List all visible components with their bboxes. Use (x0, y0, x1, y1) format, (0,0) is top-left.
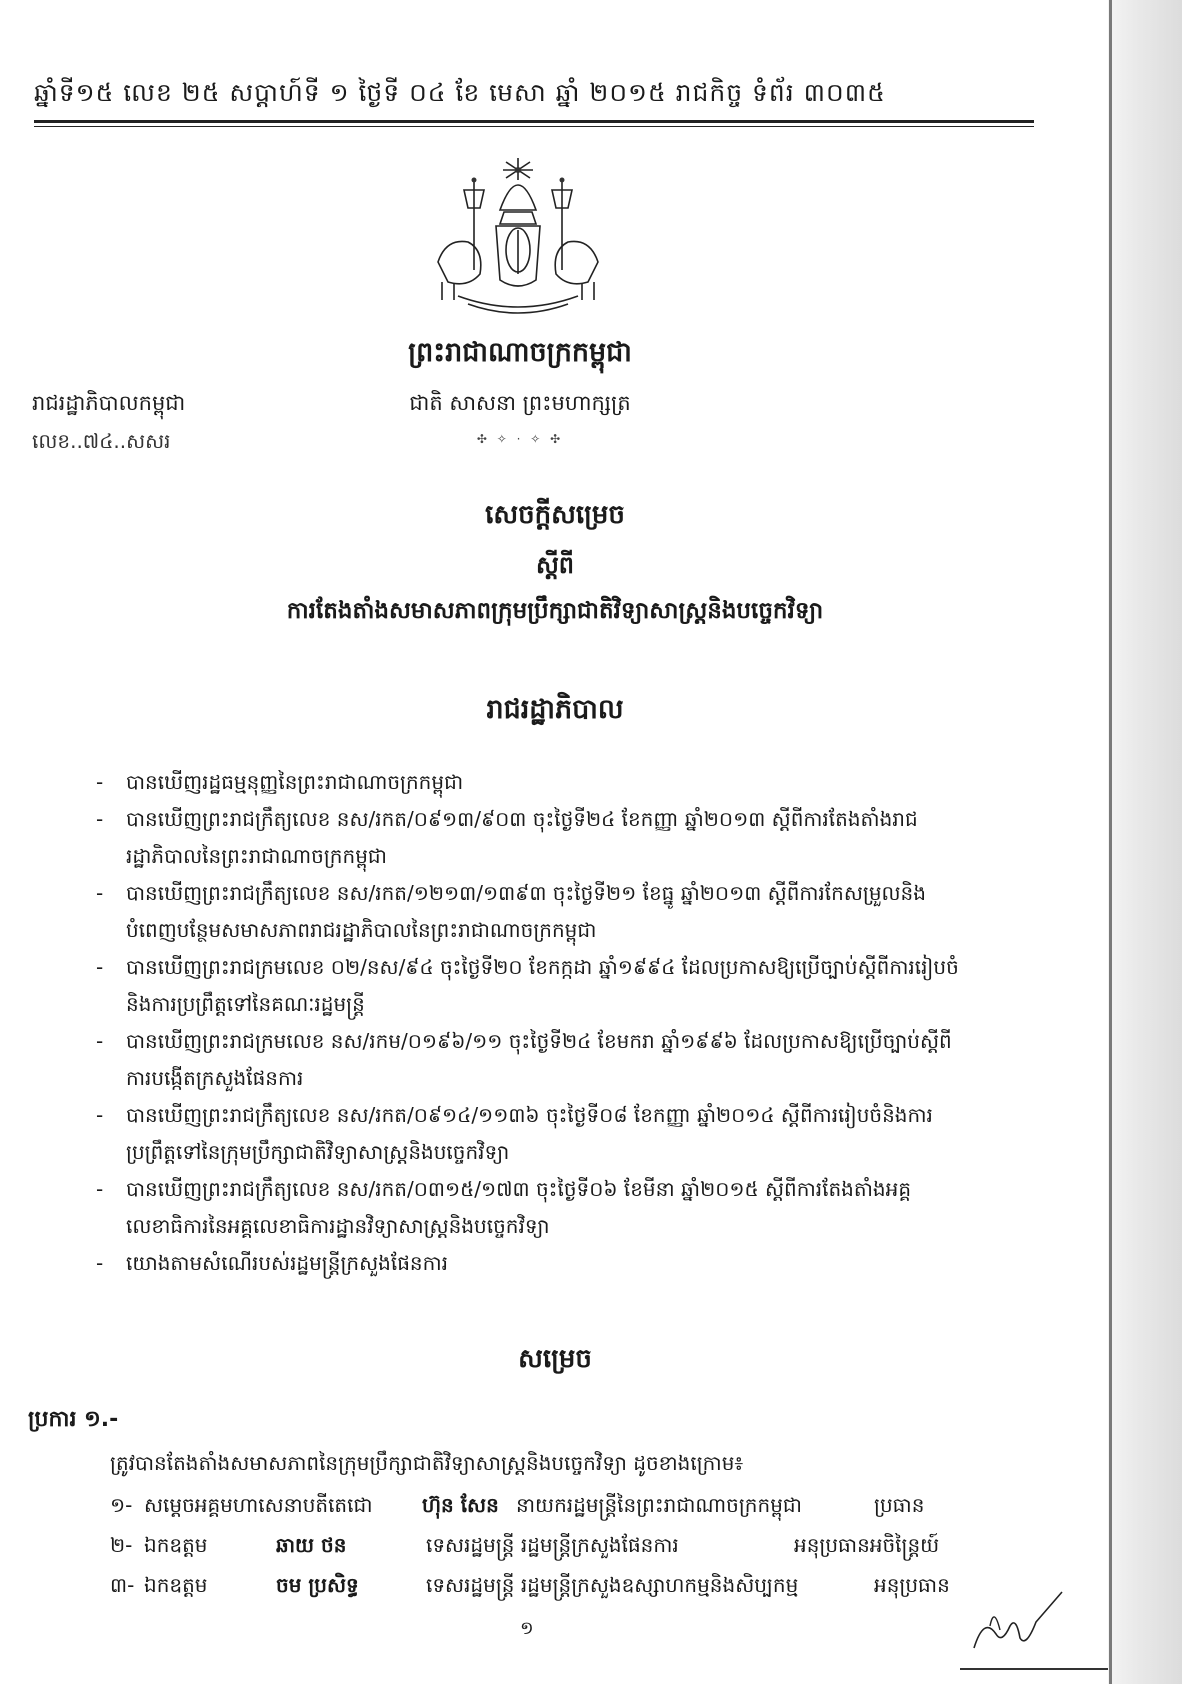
document-number: លេខ..៧៤..សសរ (32, 429, 171, 453)
consideration-item: - បានឃើញព្រះរាជក្រឹត្យលេខ នស/រកត/០៩១៣/៩០៣ ចុះថ្ងៃទី២៤ ខែកញ្ញា ឆ្នាំ២០១៣ ស្តីពីការតែងតាំងរាជរដ្ឋាភិបាលនៃព្រះរាជាណាចក្រកម្ពុជា (96, 801, 966, 875)
document-title: សេចក្តីសម្រេច (485, 500, 625, 530)
member-honorific: ឯកឧត្តម (144, 1533, 208, 1557)
member-number: ១- (110, 1493, 133, 1517)
member-name: ឆាយ ថន (276, 1533, 347, 1557)
considerations-list (96, 764, 966, 1282)
consideration-item: - បានឃើញព្រះរាជក្រមលេខ នស/រកម/០១៩៦/១១ ចុះថ្ងៃទី២៤ ខែមករា ឆ្នាំ១៩៩៦ ដែលប្រកាសឱ្យប្រើច្បាប់ស្តីពីការបង្កើតក្រសួងផែនការ (96, 1023, 966, 1097)
gazette-header: ឆ្នាំទី១៥ លេខ ២៥ សប្តាហ៍ទី ១ ថ្ងៃទី ០៤ ខែ មេសា ឆ្នាំ ២០១៥ រាជកិច្ច ទំព័រ ៣០៣៥ (34, 78, 886, 107)
consideration-item: - យោងតាមសំណើរបស់រដ្ឋមន្ត្រីក្រសួងផែនការ (96, 1245, 966, 1282)
ornament-divider: ✣ ✧ · ✧ ✣ (476, 432, 564, 446)
scan-page-edge (1108, 0, 1182, 1684)
issuing-authority: រាជរដ្ឋាភិបាលកម្ពុជា (32, 391, 186, 415)
member-name: ហ៊ុន សែន (422, 1493, 499, 1517)
scan-binding-line (1109, 0, 1112, 1684)
section-heading-government: រាជរដ្ឋាភិបាល (486, 694, 624, 725)
member-honorific: សម្តេចអគ្គមហាសេនាបតីតេជោ (144, 1493, 373, 1517)
member-position: នាយករដ្ឋមន្ត្រីនៃព្រះរាជាណាចក្រកម្ពុជា (516, 1493, 802, 1517)
member-name: ចម ប្រសិទ្ធ (276, 1573, 359, 1597)
article-body: ត្រូវបានតែងតាំងសមាសភាពនៃក្រុមប្រឹក្សាជាតិវិទ្យាសាស្ត្រនិងបច្ចេកវិទ្យា ដូចខាងក្រោម៖ (110, 1451, 744, 1475)
initials-signature (966, 1586, 1066, 1656)
page-number: ១ (520, 1618, 534, 1639)
member-role: អនុប្រធានអចិន្ត្រៃយ៍ (794, 1533, 940, 1557)
header-rule (34, 120, 1034, 123)
royal-coat-of-arms-emblem (418, 150, 618, 320)
consideration-item: - បានឃើញព្រះរាជក្រឹត្យលេខ នស/រកត/០៣១៥/១៧៣ ចុះថ្ងៃទី០៦ ខែមីនា ឆ្នាំ២០១៥ ស្តីពីការតែងតាំងអគ្គលេខាធិការនៃអគ្គលេខាធិការដ្ឋានវិទ្យាសាស្ត្រនិងបច្ចេកវិទ្យា (96, 1171, 966, 1245)
decision-heading: សម្រេច (518, 1344, 592, 1374)
member-row (110, 1572, 990, 1608)
member-number: ២- (110, 1533, 133, 1557)
document-subject: ការតែងតាំងសមាសភាពក្រុមប្រឹក្សាជាតិវិទ្យាសាស្ត្រនិងបច្ចេកវិទ្យា (286, 598, 824, 624)
national-motto: ជាតិ សាសនា ព្រះមហាក្សត្រ (409, 391, 631, 415)
member-role: ប្រធាន (874, 1493, 925, 1517)
document-title-about: ស្តីពី (535, 551, 575, 579)
consideration-item: - បានឃើញរដ្ឋធម្មនុញ្ញនៃព្រះរាជាណាចក្រកម្ពុជា (96, 764, 966, 801)
member-honorific: ឯកឧត្តម (144, 1573, 208, 1597)
kingdom-title: ព្រះរាជាណាចក្រកម្ពុជា (408, 337, 632, 368)
article-title: ប្រការ ១.- (28, 1407, 119, 1432)
member-role: អនុប្រធាន (874, 1573, 950, 1597)
member-position: ទេសរដ្ឋមន្ត្រី រដ្ឋមន្ត្រីក្រសួងផែនការ (426, 1533, 679, 1557)
member-number: ៣- (110, 1573, 135, 1597)
consideration-item: - បានឃើញព្រះរាជក្រមលេខ ០២/នស/៩៤ ចុះថ្ងៃទី២០ ខែកក្កដា ឆ្នាំ១៩៩៤ ដែលប្រកាសឱ្យប្រើច្បាប់ស្តីពីការរៀបចំនិងការប្រព្រឹត្តទៅនៃគណៈរដ្ឋមន្ត្រី (96, 949, 966, 1023)
consideration-item: - បានឃើញព្រះរាជក្រឹត្យលេខ នស/រកត/០៩១៤/១១៣៦ ចុះថ្ងៃទី០៨ ខែកញ្ញា ឆ្នាំ២០១៤ ស្តីពីការរៀបចំនិងការប្រព្រឹត្តទៅនៃក្រុមប្រឹក្សាជាតិវិទ្យាសាស្ត្រនិងបច្ចេកវិទ្យា (96, 1097, 966, 1171)
consideration-item: - បានឃើញព្រះរាជក្រឹត្យលេខ នស/រកត/១២១៣/១៣៩៣ ចុះថ្ងៃទី២១ ខែធ្នូ ឆ្នាំ២០១៣ ស្តីពីការកែសម្រួលនិងបំពេញបន្ថែមសមាសភាពរាជរដ្ឋាភិបាលនៃព្រះរាជាណាចក្រកម្ពុជា (96, 875, 966, 949)
bottom-rule (960, 1668, 1108, 1670)
member-position: ទេសរដ្ឋមន្ត្រី រដ្ឋមន្ត្រីក្រសួងឧស្សាហកម្មនិងសិប្បកម្ម (426, 1573, 799, 1597)
member-row (110, 1532, 990, 1568)
header-rule-thin (34, 126, 1034, 127)
member-row (110, 1492, 990, 1528)
